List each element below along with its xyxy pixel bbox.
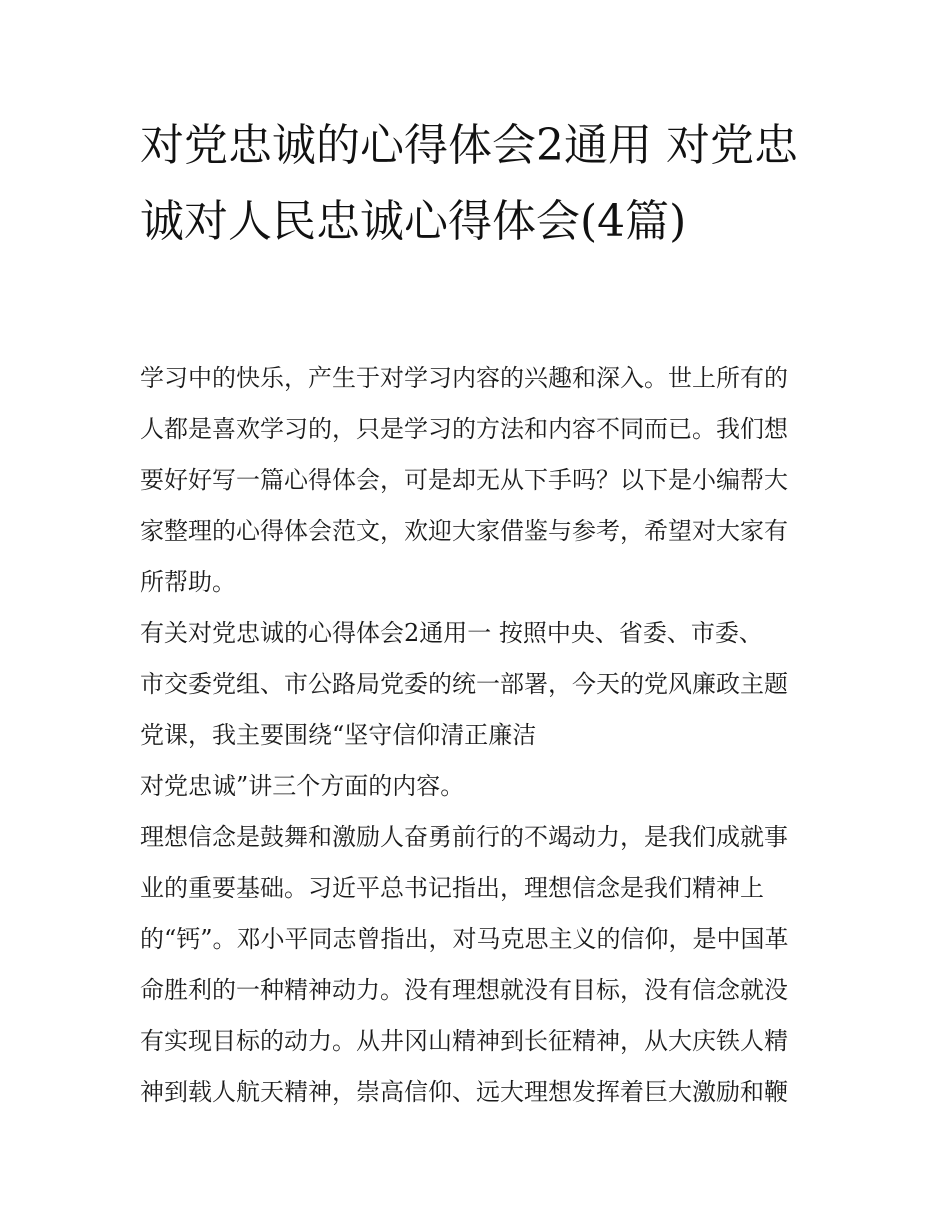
body-line: 党课，我主要围绕“坚守信仰清正廉洁 <box>140 721 537 749</box>
body-line: 家整理的心得体会范文，欢迎大家借鉴与参考，希望对大家有 <box>140 517 788 545</box>
document-body <box>140 353 820 1118</box>
body-line: 的“钙”。邓小平同志曾指出，对马克思主义的信仰，是中国革 <box>140 925 789 953</box>
body-line: 所帮助。 <box>140 568 236 596</box>
body-line: 命胜利的一种精神动力。没有理想就没有目标，没有信念就没 <box>140 976 788 1004</box>
body-line: 理想信念是鼓舞和激励人奋勇前行的不竭动力，是我们成就事 <box>140 823 788 851</box>
body-line: 有实现目标的动力。从井冈山精神到长征精神，从大庆铁人精 <box>140 1027 788 1055</box>
body-line: 有关对党忠诚的心得体会2通用一 按照中央、省委、市委、 <box>140 619 763 647</box>
document-title: 对党忠诚的心得体会2通用 对党忠诚对人民忠诚心得体会(4篇) <box>140 120 798 247</box>
body-line: 对党忠诚”讲三个方面的内容。 <box>140 772 465 800</box>
body-line: 人都是喜欢学习的，只是学习的方法和内容不同而已。我们想 <box>140 415 788 443</box>
body-line: 学习中的快乐，产生于对学习内容的兴趣和深入。世上所有的 <box>140 364 788 392</box>
body-line: 要好好写一篇心得体会，可是却无从下手吗？以下是小编帮大 <box>140 466 788 494</box>
body-line: 市交委党组、市公路局党委的统一部署，今天的党风廉政主题 <box>140 670 788 698</box>
body-line: 神到载人航天精神，崇高信仰、远大理想发挥着巨大激励和鞭 <box>140 1078 788 1106</box>
body-line: 业的重要基础。习近平总书记指出，理想信念是我们精神上 <box>140 874 764 902</box>
